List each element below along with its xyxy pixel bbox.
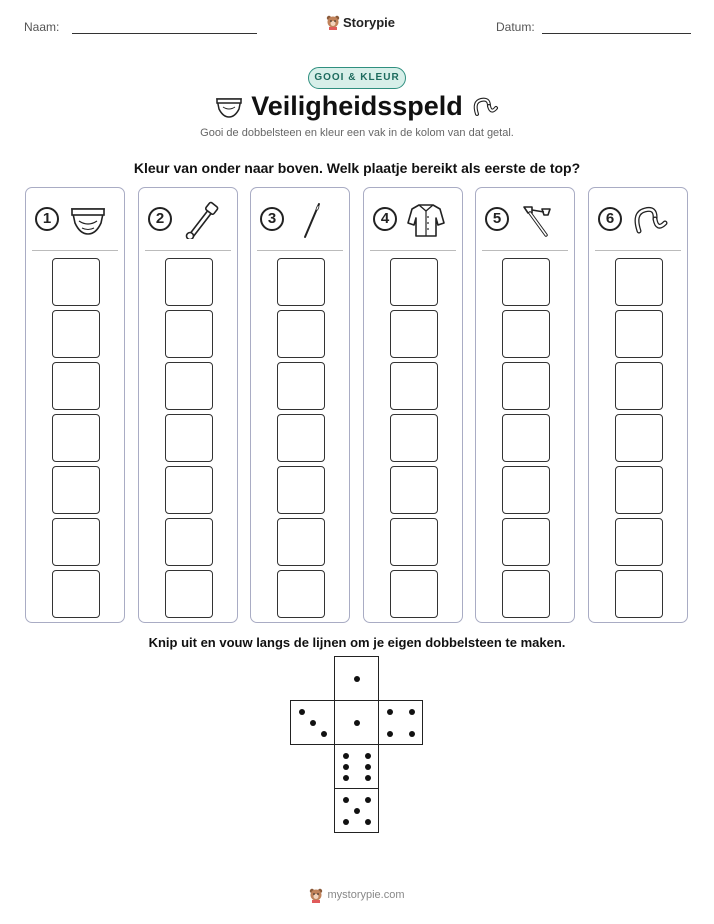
pip bbox=[387, 709, 393, 715]
pip bbox=[354, 676, 360, 682]
pip bbox=[365, 753, 371, 759]
color-cell[interactable] bbox=[277, 362, 325, 410]
color-cell[interactable] bbox=[615, 310, 663, 358]
pip bbox=[343, 775, 349, 781]
color-cell[interactable] bbox=[615, 362, 663, 410]
safety-pin-icon bbox=[181, 201, 221, 239]
column-divider bbox=[595, 250, 681, 251]
pip bbox=[310, 720, 316, 726]
subtitle: Gooi de dobbelsteen en kleur een vak in de kolom van dat getal. bbox=[200, 127, 514, 139]
color-cell[interactable] bbox=[277, 258, 325, 306]
column-number: 2 bbox=[148, 207, 172, 231]
pip bbox=[365, 797, 371, 803]
color-cell[interactable] bbox=[277, 466, 325, 514]
color-cell[interactable] bbox=[390, 414, 438, 462]
diaper-icon bbox=[68, 201, 108, 239]
color-cell[interactable] bbox=[52, 310, 100, 358]
die-face-one bbox=[334, 656, 379, 701]
name-line[interactable] bbox=[72, 33, 257, 34]
color-cell[interactable] bbox=[502, 414, 550, 462]
color-cell[interactable] bbox=[615, 466, 663, 514]
color-cell[interactable] bbox=[502, 258, 550, 306]
color-cell[interactable] bbox=[390, 258, 438, 306]
pip bbox=[409, 731, 415, 737]
color-cell[interactable] bbox=[277, 570, 325, 618]
cut-instruction: Knip uit en vouw langs de lijnen om je eigen dobbelsteen te maken. bbox=[148, 635, 566, 650]
date-line[interactable] bbox=[542, 33, 691, 34]
die-face-three bbox=[290, 700, 335, 745]
column-number: 5 bbox=[485, 207, 509, 231]
pip bbox=[354, 808, 360, 814]
pip bbox=[299, 709, 305, 715]
color-cell[interactable] bbox=[615, 518, 663, 566]
color-cell[interactable] bbox=[165, 310, 213, 358]
color-cell[interactable] bbox=[390, 466, 438, 514]
pip bbox=[354, 720, 360, 726]
color-cell[interactable] bbox=[165, 518, 213, 566]
pip bbox=[365, 819, 371, 825]
color-cell[interactable] bbox=[502, 518, 550, 566]
column-number: 3 bbox=[260, 207, 284, 231]
color-cell[interactable] bbox=[52, 414, 100, 462]
pip bbox=[387, 731, 393, 737]
column-1 bbox=[25, 187, 125, 623]
column-divider bbox=[32, 250, 118, 251]
color-cell[interactable] bbox=[52, 258, 100, 306]
color-cell[interactable] bbox=[277, 414, 325, 462]
shirt-icon bbox=[406, 201, 446, 239]
pip bbox=[365, 764, 371, 770]
color-cell[interactable] bbox=[502, 570, 550, 618]
color-cell[interactable] bbox=[165, 362, 213, 410]
color-cell[interactable] bbox=[277, 518, 325, 566]
color-cell[interactable] bbox=[165, 414, 213, 462]
color-cell[interactable] bbox=[165, 258, 213, 306]
color-cell[interactable] bbox=[165, 570, 213, 618]
column-3 bbox=[250, 187, 350, 623]
column-number: 4 bbox=[373, 207, 397, 231]
clamp-icon bbox=[518, 201, 558, 239]
pip bbox=[343, 797, 349, 803]
color-cell[interactable] bbox=[52, 466, 100, 514]
color-cell[interactable] bbox=[502, 362, 550, 410]
column-number: 1 bbox=[35, 207, 59, 231]
color-cell[interactable] bbox=[615, 414, 663, 462]
pip bbox=[343, 753, 349, 759]
pip bbox=[343, 819, 349, 825]
brand-name: Storypie bbox=[343, 14, 396, 30]
column-6 bbox=[588, 187, 688, 623]
column-divider bbox=[145, 250, 231, 251]
pip bbox=[365, 775, 371, 781]
color-cell[interactable] bbox=[502, 466, 550, 514]
color-cell[interactable] bbox=[52, 362, 100, 410]
color-cell[interactable] bbox=[390, 310, 438, 358]
date-label: Datum: bbox=[496, 20, 535, 34]
bear-icon bbox=[309, 887, 323, 903]
color-cell[interactable] bbox=[277, 310, 325, 358]
name-label: Naam: bbox=[24, 20, 60, 34]
die-face-five bbox=[334, 788, 379, 833]
color-cell[interactable] bbox=[52, 518, 100, 566]
color-cell[interactable] bbox=[502, 310, 550, 358]
color-cell[interactable] bbox=[165, 466, 213, 514]
column-5 bbox=[475, 187, 575, 623]
page-title: Veiligheidsspeld bbox=[251, 91, 463, 121]
hook-icon bbox=[471, 96, 499, 118]
color-cell[interactable] bbox=[615, 258, 663, 306]
color-cell[interactable] bbox=[390, 518, 438, 566]
column-2 bbox=[138, 187, 238, 623]
column-number: 6 bbox=[598, 207, 622, 231]
color-cell[interactable] bbox=[52, 570, 100, 618]
pip bbox=[343, 764, 349, 770]
bear-icon bbox=[326, 14, 340, 30]
brand-logo bbox=[326, 14, 395, 30]
footer bbox=[0, 887, 714, 903]
pip bbox=[321, 731, 327, 737]
needle-icon bbox=[293, 201, 333, 239]
instruction: Kleur van onder naar boven. Welk plaatje bereikt als eerste de top? bbox=[133, 160, 581, 176]
die-face-one bbox=[334, 700, 379, 745]
die-face-four bbox=[378, 700, 423, 745]
die-face-six bbox=[334, 744, 379, 789]
hook-icon bbox=[631, 201, 671, 239]
column-divider bbox=[370, 250, 456, 251]
column-4 bbox=[363, 187, 463, 623]
category-badge: GOOI & KLEUR bbox=[308, 67, 406, 89]
footer-url[interactable]: mystorypie.com bbox=[327, 889, 405, 901]
color-cell[interactable] bbox=[390, 570, 438, 618]
column-divider bbox=[257, 250, 343, 251]
color-cell[interactable] bbox=[615, 570, 663, 618]
color-cell[interactable] bbox=[390, 362, 438, 410]
pip bbox=[409, 709, 415, 715]
column-divider bbox=[482, 250, 568, 251]
